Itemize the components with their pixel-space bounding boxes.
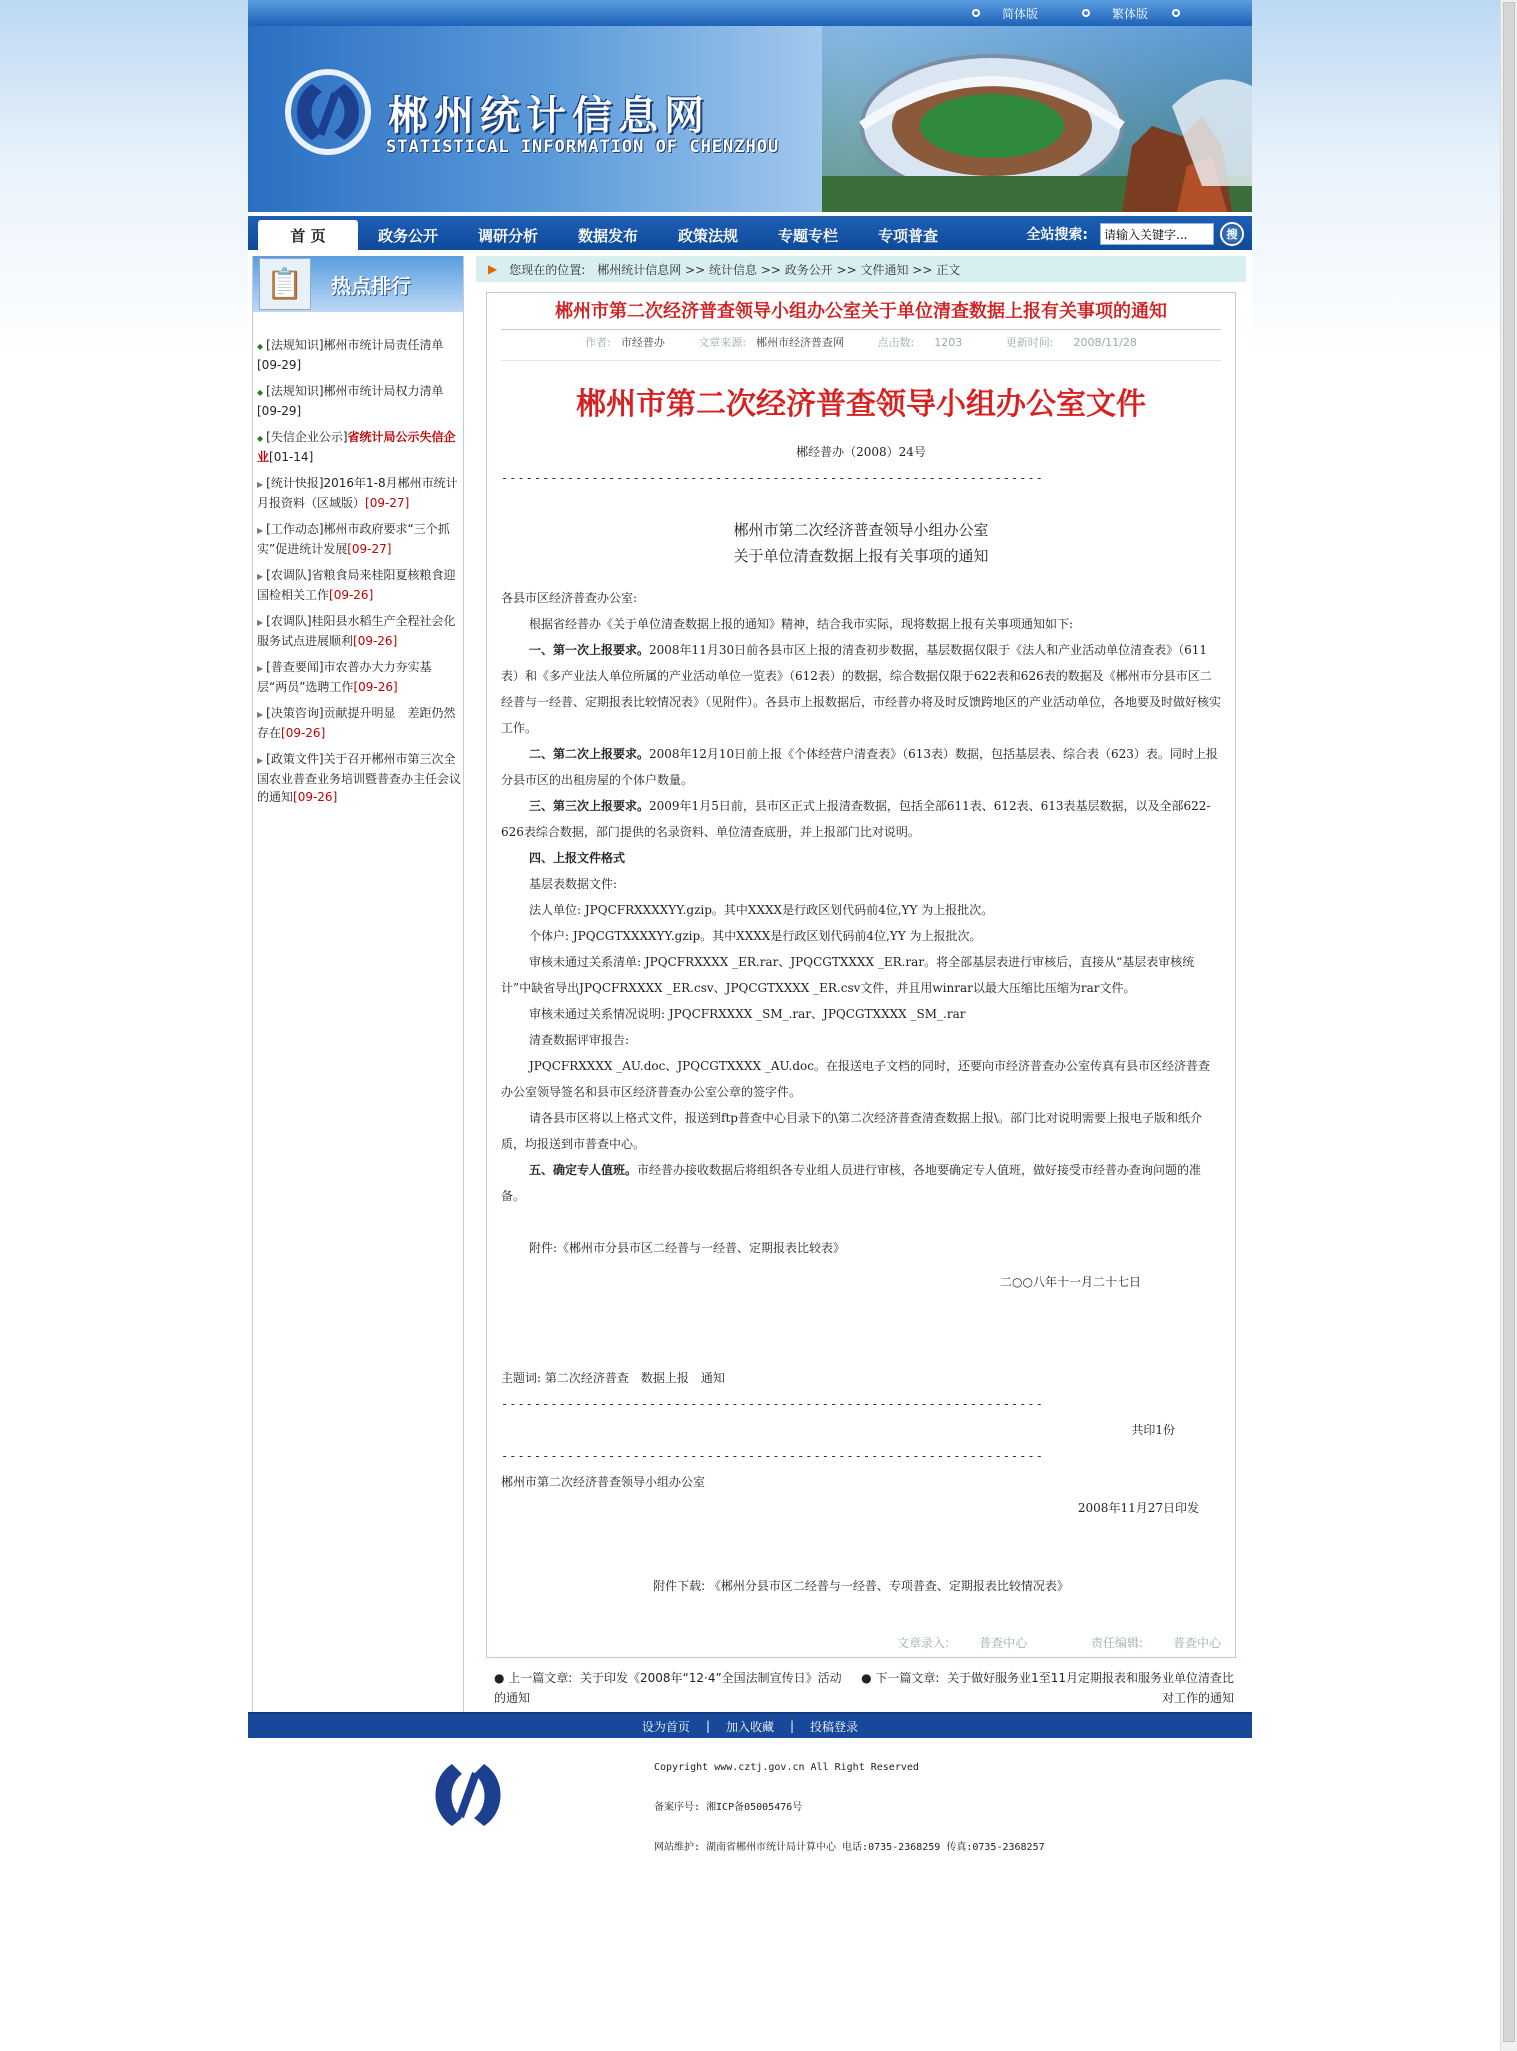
main-nav (248, 212, 1252, 250)
paragraph: 清查数据评审报告: (529, 1033, 630, 1047)
maintainer-text: 网站维护: 湖南省郴州市统计局计算中心 电话:0735-2368259 传真:0735-2368257 (654, 1842, 1045, 1853)
icp-text: 备案序号: 湘ICP备05005476号 (654, 1802, 803, 1813)
nav-policy[interactable]: 政策法规 (677, 226, 738, 245)
paragraph: 基层表数据文件: (529, 877, 618, 891)
bullet-icon: ◆ (257, 388, 264, 397)
entry-by: 普查中心 (979, 1636, 1028, 1650)
keywords: 主题词: 第二次经济普查 数据上报 通知 (501, 1371, 725, 1385)
doc-number: 郴经普办（2008）24号 (796, 445, 926, 459)
hits: 1203 (934, 336, 963, 349)
sidebar-header (253, 256, 463, 312)
paragraph: 三、第三次上报要求。2009年1月5日前，县市区正式上报清查数据，包括全部611表、612表、613表基层数据，以及全部622-626表综合数据，部门提供的名录资料、单位清查底册，并上报部门比对说明。 (501, 799, 1211, 839)
copyright-area (248, 1738, 1252, 1856)
search-label: 全站搜索: (1026, 227, 1088, 243)
nav-gov-affairs[interactable]: 政务公开 (377, 226, 438, 245)
hot-item[interactable]: ◆ [失信企业公示]省统计局公示失信企业[01-14] (257, 430, 456, 464)
add-favorite-link[interactable]: 加入收藏 (725, 1719, 774, 1734)
copyright-text: Copyright www.cztj.gov.cn All Right Reserved (654, 1762, 919, 1773)
circle-bullet-icon (972, 9, 980, 17)
search-button[interactable]: 搜 (1220, 222, 1244, 246)
traditional-link[interactable]: 繁体版 (1111, 6, 1148, 21)
hot-item[interactable]: ▶ [普查要闻]市农普办大力夯实基层“两员”选聘工作[09-26] (257, 660, 432, 694)
doc-header: 郴州市第二次经济普查领导小组办公室文件 (576, 387, 1146, 422)
attachment-line: 附件:《郴州市分县市区二经普与一经普、定期报表比较表》 (529, 1241, 846, 1255)
hot-list (253, 312, 463, 806)
issuer: 郴州市第二次经济普查领导小组办公室 (501, 1475, 706, 1489)
circle-bullet-icon (1172, 9, 1180, 17)
hot-item[interactable]: ▶ [统计快报]2016年1-8月郴州市统计月报资料（区域版）[09-27] (257, 476, 458, 510)
paragraph: 根据省经普办《关于单位清查数据上报的通知》精神，结合我市实际，现将数据上报有关事项通知如下: (529, 617, 1074, 631)
editor: 普查中心 (1172, 1636, 1221, 1650)
updated: 2008/11/28 (1073, 336, 1137, 349)
nav-research[interactable]: 调研分析 (477, 226, 538, 245)
page-scrollbar[interactable] (1500, 0, 1517, 2051)
main-content (476, 256, 1246, 1712)
reader-figure-icon: 📋 (259, 258, 311, 310)
issued-date: 2008年11月27日印发 (1077, 1501, 1199, 1515)
hot-item[interactable]: ◆ [法规知识]郴州市统计局权力清单[09-29] (257, 384, 444, 418)
bullet-icon: ▶ (257, 710, 264, 719)
header-banner (248, 26, 1252, 212)
copies: 共印1份 (1131, 1423, 1175, 1437)
article-title: 郴州市第二次经济普查领导小组办公室关于单位清查数据上报有关事项的通知 (555, 301, 1167, 322)
top-bar (248, 0, 1252, 26)
paragraph: JPQCFRXXXX _AU.doc、JPQCGTXXXX _AU.doc。在报送电子文档的同时，还要向市经济普查办公室传真有县市区经济普查办公室领导签名和县市区经济普查办公室公章的签字件。 (501, 1059, 1210, 1099)
footer-links: 设为首页 | 加入收藏 | 投稿登录 (248, 1712, 1252, 1738)
bullet-icon: ▶ (257, 572, 264, 581)
doc-date: 二○○八年十一月二十七日 (1000, 1275, 1141, 1289)
nav-data-release[interactable]: 数据发布 (577, 226, 638, 245)
breadcrumb-path[interactable]: 郴州统计信息网 >> 统计信息 >> 政务公开 >> 文件通知 >> 正文 (597, 262, 961, 277)
paragraph: 请各县市区将以上格式文件，报送到ftp普查中心目录下的\第二次经济普查清查数据上报\。部门比对说明需要上报电子版和纸介质，均报送到市普查中心。 (501, 1111, 1203, 1151)
breadcrumb (476, 256, 1246, 282)
nav-topics[interactable]: 专题专栏 (777, 226, 838, 245)
paragraph: 五、确定专人值班。市经普办接收数据后将组织各专业组人员进行审核，各地要确定专人值班，做好接受市经普办查询问题的准备。 (501, 1163, 1202, 1203)
bullet-icon: ▶ (257, 526, 264, 535)
hot-item[interactable]: ▶ [农调队]省粮食局来桂阳夏核粮食迎国检相关工作[09-26] (257, 568, 456, 602)
sidebar-title: 热点排行 (331, 273, 411, 298)
submit-login-link[interactable]: 投稿登录 (810, 1719, 859, 1734)
divider-line: ------------------------------------------------------------------ (501, 1449, 1044, 1463)
bullet-icon: ◆ (257, 342, 264, 351)
stadium-image (822, 26, 1252, 212)
article (486, 292, 1236, 1658)
bullet-icon: ▶ (257, 480, 264, 489)
page-wrapper (248, 0, 1252, 1856)
bullet-icon: ▶ (257, 756, 264, 765)
site-logo-icon (282, 66, 374, 158)
article-meta: 作者: 市经普办 文章来源: 郴州市经济普查网 点击数: 1203 更新时间: 2008/11/28 (501, 329, 1221, 361)
source: 郴州市经济普查网 (756, 336, 845, 349)
arrow-icon: ▶ (488, 262, 498, 276)
paragraph: 四、上报文件格式 (529, 851, 626, 865)
bullet-icon: ▶ (257, 664, 264, 673)
doc-subtitle-1: 郴州市第二次经济普查领导小组办公室 (733, 521, 989, 539)
attachment-download[interactable]: 附件下载: 《郴州分县市区二经普与一经普、专项普查、定期报表比较情况表》 (653, 1579, 1069, 1593)
next-article[interactable]: ● 下一篇文章: 关于做好服务业1至11月定期报表和服务业单位清查比对工作的通知 (861, 1671, 1234, 1705)
divider-line: ------------------------------------------------------------------ (501, 471, 1044, 485)
paragraph: 个体户: JPQCGTXXXXYY.gzip。其中XXXX是行政区划代码前4位,YY 为上报批次。 (529, 929, 982, 943)
article-body (501, 361, 1221, 1521)
paragraph: 审核未通过关系情况说明: JPQCFRXXXX _SM_.rar、JPQCGTXXXX _SM_.rar (529, 1007, 966, 1021)
simplified-link[interactable]: 简体版 (1001, 6, 1038, 21)
paragraph: 二、第二次上报要求。2008年12月10日前上报《个体经营户清查表》（613表）数据，包括基层表、综合表（623）表。同时上报分县市区的出租房屋的个体户数量。 (501, 747, 1218, 787)
bullet-icon: ▶ (257, 618, 264, 627)
divider-line: ------------------------------------------------------------------ (501, 1397, 1044, 1411)
bullet-icon: ◆ (257, 434, 264, 443)
site-title: 郴州统计信息网 (388, 93, 710, 139)
site-search (1026, 220, 1244, 248)
set-homepage-link[interactable]: 设为首页 (641, 1719, 690, 1734)
hot-item[interactable]: ▶ [政策文件]关于召开郴州市第三次全国农业普查业务培训暨普查办主任会议的通知[09-26] (257, 752, 462, 804)
hot-item[interactable]: ◆ [法规知识]郴州市统计局责任清单[09-29] (257, 338, 444, 372)
salutation: 各县市区经济普查办公室: (501, 591, 638, 605)
hot-item[interactable]: ▶ [决策咨询]贡献提升明显 差距仍然存在[09-26] (257, 706, 456, 740)
author: 市经普办 (620, 336, 665, 349)
article-footer: 文章录入: 普查中心 责任编辑: 普查中心 (897, 1636, 1221, 1650)
footer-logo-icon (422, 1752, 514, 1838)
nav-census[interactable]: 专项普查 (877, 226, 938, 245)
paragraph: 一、第一次上报要求。2008年11月30日前各县市区上报的清查初步数据，基层数据仅限于《法人和产业活动单位清查表》（611表）和《多产业法人单位所属的产业活动单位一览表》（612表）的数据，综合数据仅限于622表和626表的数据及《郴州市分县市区二经普与一经普、定期报表比较情况表》（见附件）。各县市上报数据后，市经普办将及时反馈跨地区的产业活动单位，各地要及时做好核实工作。 (501, 643, 1222, 735)
paragraph: 法人单位: JPQCFRXXXXYY.gzip。其中XXXX是行政区划代码前4位,YY 为上报批次。 (529, 903, 994, 917)
hot-item[interactable]: ▶ [农调队]桂阳县水稻生产全程社会化服务试点进展顺利[09-26] (257, 614, 456, 648)
sidebar (252, 256, 464, 1712)
breadcrumb-prefix: 您现在的位置: (509, 262, 586, 277)
hot-item[interactable]: ▶ [工作动态]郴州市政府要求“三个抓实”促进统计发展[09-27] (257, 522, 450, 556)
paragraph: 审核未通过关系清单: JPQCFRXXXX _ER.rar、JPQCGTXXXX _ER.rar。将全部基层表进行审核后，直接从“基层表审核统计”中缺省导出JPQCFRXXXX _ER.csv、JPQCGTXXXX _ER.csv文件，并且用winrar以最大压缩比压缩为rar文件。 (501, 955, 1195, 995)
scrollbar-thumb[interactable] (1503, 2, 1515, 2042)
copyright-lines (654, 1748, 1045, 1868)
prev-article[interactable]: ● 上一篇文章: 关于印发《2008年“12·4”全国法制宣传日》活动的通知 (494, 1671, 842, 1705)
circle-bullet-icon (1082, 9, 1090, 17)
prev-next (476, 1658, 1246, 1712)
doc-subtitle-2: 关于单位清查数据上报有关事项的通知 (733, 547, 989, 565)
nav-home[interactable]: 首 页 (258, 220, 358, 250)
search-input[interactable] (1100, 223, 1214, 245)
site-subtitle: STATISTICAL INFORMATION OF CHENZHOU (386, 137, 780, 157)
